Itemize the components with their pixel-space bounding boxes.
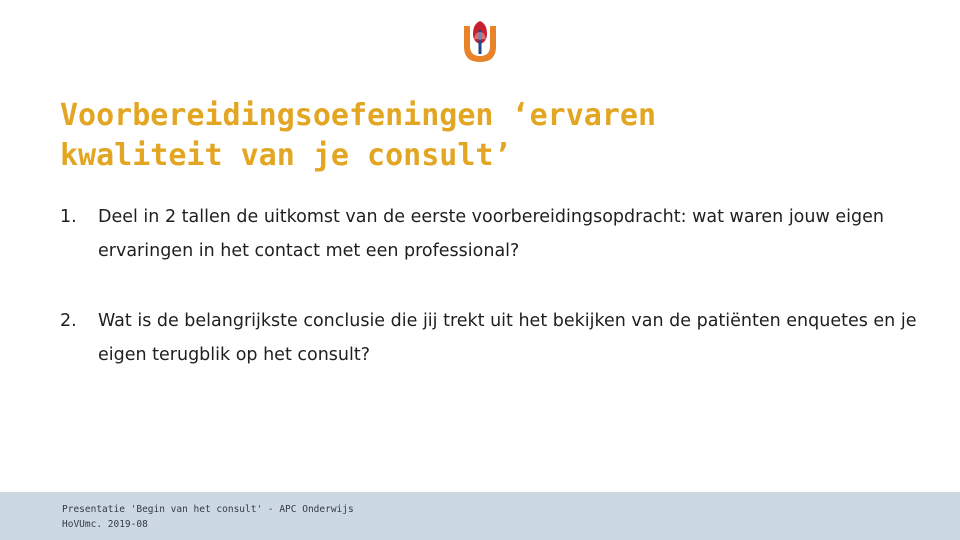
footer-text <box>62 502 354 532</box>
footer-line-1: Presentatie 'Begin van het consult' - APC Onderwijs <box>62 504 354 515</box>
list-item <box>60 200 920 268</box>
list-item-number: 2. <box>60 311 77 331</box>
list-item-text: Deel in 2 tallen de uitkomst van de eerste voorbereidingsopdracht: wat waren jouw eigen ervaringen in het contact met een professional? <box>98 207 884 261</box>
slide-title-line-1: Voorbereidingsoefeningen ‘ervaren <box>60 98 657 133</box>
footer-line-2: HoVUmc. 2019-08 <box>62 519 148 530</box>
list-item-number: 1. <box>60 207 77 227</box>
list-item-text: Wat is de belangrijkste conclusie die jij trekt uit het bekijken van de patiënten enquetes en je eigen terugblik op het consult? <box>98 311 917 365</box>
numbered-list <box>60 200 920 372</box>
list-item <box>60 304 920 372</box>
slide-title <box>60 96 920 176</box>
tulip-logo-icon <box>462 20 498 64</box>
footer-bar <box>0 492 960 540</box>
slide-title-line-2: kwaliteit van je consult’ <box>60 138 512 173</box>
